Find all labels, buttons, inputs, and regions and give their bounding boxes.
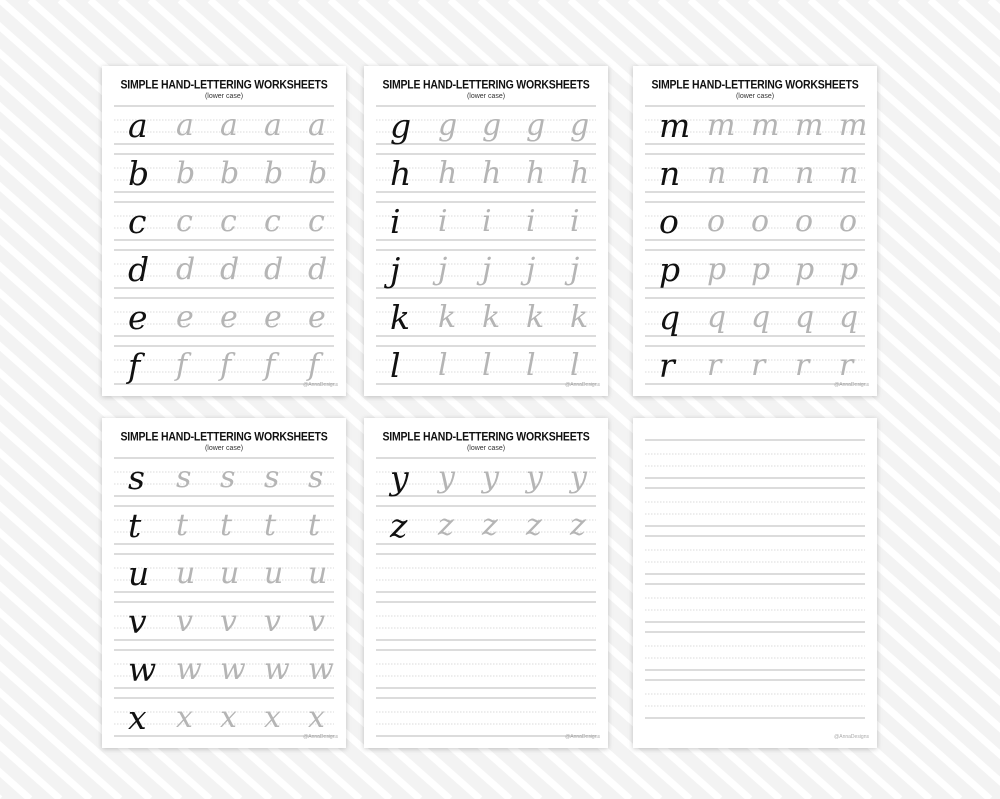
trace-letter: l — [570, 348, 580, 383]
trace-letter: y — [526, 460, 543, 495]
trace-letter: j — [482, 252, 492, 287]
watermark: @AnnaDesigns — [834, 382, 869, 388]
trace-letter: a — [176, 108, 194, 143]
trace-letter: x — [220, 700, 237, 735]
letter-row — [376, 106, 600, 157]
trace-letter: c — [264, 204, 281, 239]
trace-letter: z — [482, 508, 498, 543]
exemplar-letter: w — [128, 650, 157, 689]
worksheet-page-5 — [364, 418, 608, 748]
trace-letter: n — [707, 156, 727, 191]
exemplar-letter: v — [128, 602, 147, 641]
trace-letter: g — [526, 108, 546, 143]
watermark: @AnnaDesigns — [303, 734, 338, 740]
worksheet-subtitle: (lower case) — [735, 93, 775, 100]
trace-letter: n — [751, 156, 771, 191]
trace-letter: v — [176, 604, 193, 639]
trace-letter: m — [839, 108, 868, 143]
trace-letter: x — [176, 700, 193, 735]
trace-letter: x — [264, 700, 281, 735]
trace-letter: n — [839, 156, 859, 191]
exemplar-letter: g — [390, 106, 412, 145]
trace-letter: r — [751, 348, 766, 383]
worksheet-page-1 — [102, 66, 346, 396]
trace-letter: p — [795, 252, 815, 287]
worksheet-page-3 — [633, 66, 877, 396]
trace-letter: r — [795, 348, 810, 383]
trace-letter: h — [526, 156, 546, 191]
exemplar-letter: k — [390, 298, 410, 337]
trace-letter: t — [264, 508, 277, 543]
trace-letter: c — [220, 204, 237, 239]
trace-letter: n — [795, 156, 815, 191]
letter-row — [114, 346, 338, 396]
trace-letter: i — [526, 204, 536, 239]
trace-letter: w — [176, 652, 202, 687]
exemplar-letter: i — [390, 202, 401, 241]
trace-letter: l — [482, 348, 492, 383]
exemplar-letter: j — [390, 250, 401, 289]
exemplar-letter: t — [128, 506, 142, 545]
trace-letter: y — [482, 460, 499, 495]
trace-letter: i — [482, 204, 492, 239]
trace-letter: z — [526, 508, 542, 543]
exemplar-letter: p — [659, 250, 681, 289]
trace-letter: y — [570, 460, 587, 495]
letter-row — [114, 154, 338, 205]
trace-letter: s — [264, 460, 280, 495]
trace-letter: j — [526, 252, 536, 287]
trace-letter: i — [438, 204, 448, 239]
trace-letter: g — [570, 108, 590, 143]
letter-row — [645, 250, 869, 301]
trace-letter: a — [264, 108, 282, 143]
letter-row — [114, 298, 338, 349]
trace-letter: q — [751, 300, 771, 335]
trace-letter: f — [176, 348, 188, 383]
trace-letter: p — [839, 252, 859, 287]
worksheet-subtitle: (lower case) — [204, 445, 244, 452]
worksheet-page-4 — [102, 418, 346, 748]
guide-lines — [633, 418, 877, 748]
trace-letter: j — [570, 252, 580, 287]
trace-letter: k — [482, 300, 501, 335]
letter-row — [114, 602, 338, 653]
worksheet-title: SIMPLE HAND-LETTERING WORKSHEETS — [382, 78, 590, 92]
letter-row — [114, 106, 338, 157]
letter-row — [645, 346, 869, 396]
worksheet-title: SIMPLE HAND-LETTERING WORKSHEETS — [651, 78, 859, 92]
letter-row — [114, 650, 338, 701]
letter-row — [376, 506, 600, 557]
worksheet-title: SIMPLE HAND-LETTERING WORKSHEETS — [120, 430, 328, 444]
trace-letter: e — [264, 300, 282, 335]
exemplar-letter: h — [390, 154, 412, 193]
exemplar-letter: l — [390, 346, 401, 385]
trace-letter: h — [482, 156, 502, 191]
letter-row — [376, 202, 600, 253]
trace-letter: c — [308, 204, 325, 239]
trace-letter: x — [308, 700, 325, 735]
trace-letter: r — [839, 348, 854, 383]
letter-row — [114, 458, 338, 509]
trace-letter: d — [308, 252, 328, 287]
trace-letter: o — [839, 204, 858, 239]
trace-letter: j — [438, 252, 448, 287]
trace-letter: b — [308, 156, 328, 191]
letter-row — [645, 202, 869, 253]
letter-row — [645, 154, 869, 205]
letter-row — [376, 458, 600, 509]
exemplar-letter: f — [128, 346, 141, 385]
exemplar-letter: s — [128, 458, 145, 497]
trace-letter: u — [176, 556, 196, 591]
trace-letter: z — [570, 508, 586, 543]
exemplar-letter: z — [390, 506, 408, 545]
worksheet-page-6-blank — [633, 418, 877, 748]
trace-letter: o — [707, 204, 726, 239]
worksheet-subtitle: (lower case) — [466, 445, 506, 452]
trace-letter: r — [707, 348, 722, 383]
trace-letter: f — [264, 348, 276, 383]
trace-letter: u — [308, 556, 328, 591]
letter-row — [114, 506, 338, 557]
letter-row — [114, 554, 338, 605]
exemplar-letter: u — [128, 554, 150, 593]
worksheet-title: SIMPLE HAND-LETTERING WORKSHEETS — [120, 78, 328, 92]
trace-letter: b — [176, 156, 196, 191]
exemplar-letter: a — [128, 106, 148, 145]
letter-row — [645, 298, 869, 349]
trace-letter: w — [220, 652, 246, 687]
trace-letter: w — [308, 652, 334, 687]
trace-letter: f — [220, 348, 232, 383]
trace-letter: h — [438, 156, 458, 191]
trace-letter: d — [264, 252, 284, 287]
worksheet-title: SIMPLE HAND-LETTERING WORKSHEETS — [382, 430, 590, 444]
trace-letter: z — [438, 508, 454, 543]
trace-letter: m — [751, 108, 780, 143]
trace-letter: y — [438, 460, 455, 495]
exemplar-letter: r — [659, 346, 675, 385]
trace-letter: q — [795, 300, 815, 335]
watermark: @AnnaDesigns — [565, 382, 600, 388]
letter-row — [376, 250, 600, 301]
watermark: @AnnaDesigns — [834, 734, 869, 740]
trace-letter: d — [176, 252, 196, 287]
exemplar-letter: c — [128, 202, 147, 241]
trace-letter: v — [264, 604, 281, 639]
exemplar-letter: q — [659, 298, 681, 337]
trace-letter: i — [570, 204, 580, 239]
trace-letter: k — [438, 300, 457, 335]
trace-letter: s — [308, 460, 324, 495]
exemplar-letter: b — [128, 154, 150, 193]
trace-letter: w — [264, 652, 290, 687]
trace-letter: t — [308, 508, 321, 543]
trace-letter: a — [220, 108, 238, 143]
trace-letter: b — [264, 156, 284, 191]
trace-letter: g — [482, 108, 502, 143]
trace-letter: t — [176, 508, 189, 543]
letter-row — [114, 202, 338, 253]
trace-letter: q — [707, 300, 727, 335]
trace-letter: c — [176, 204, 193, 239]
trace-letter: g — [438, 108, 458, 143]
trace-letter: o — [751, 204, 770, 239]
letter-row — [376, 298, 600, 349]
watermark: @AnnaDesigns — [303, 382, 338, 388]
trace-letter: t — [220, 508, 233, 543]
trace-letter: b — [220, 156, 240, 191]
trace-letter: e — [176, 300, 194, 335]
trace-letter: p — [707, 252, 727, 287]
trace-letter: f — [308, 348, 320, 383]
exemplar-letter: d — [128, 250, 150, 289]
trace-letter: u — [264, 556, 284, 591]
exemplar-letter: e — [128, 298, 148, 337]
trace-letter: m — [795, 108, 824, 143]
trace-letter: k — [526, 300, 545, 335]
worksheet-subtitle: (lower case) — [466, 93, 506, 100]
trace-letter: q — [839, 300, 859, 335]
exemplar-letter: m — [659, 106, 691, 145]
letter-row — [114, 698, 338, 748]
trace-letter: h — [570, 156, 590, 191]
trace-letter: k — [570, 300, 589, 335]
trace-letter: d — [220, 252, 240, 287]
exemplar-letter: n — [659, 154, 681, 193]
exemplar-letter: o — [659, 202, 679, 241]
exemplar-letter: y — [390, 458, 409, 497]
letter-row — [376, 154, 600, 205]
trace-letter: v — [220, 604, 237, 639]
trace-letter: e — [308, 300, 326, 335]
trace-letter: u — [220, 556, 240, 591]
letter-row — [645, 106, 869, 157]
trace-letter: l — [526, 348, 536, 383]
trace-letter: p — [751, 252, 771, 287]
watermark: @AnnaDesigns — [565, 734, 600, 740]
trace-letter: l — [438, 348, 448, 383]
trace-letter: o — [795, 204, 814, 239]
trace-letter: s — [176, 460, 192, 495]
trace-letter: e — [220, 300, 238, 335]
trace-letter: s — [220, 460, 236, 495]
exemplar-letter: x — [128, 698, 147, 737]
worksheet-page-2 — [364, 66, 608, 396]
letter-row — [376, 346, 600, 396]
trace-letter: a — [308, 108, 326, 143]
trace-letter: m — [707, 108, 736, 143]
worksheet-subtitle: (lower case) — [204, 93, 244, 100]
trace-letter: v — [308, 604, 325, 639]
letter-row — [114, 250, 338, 301]
